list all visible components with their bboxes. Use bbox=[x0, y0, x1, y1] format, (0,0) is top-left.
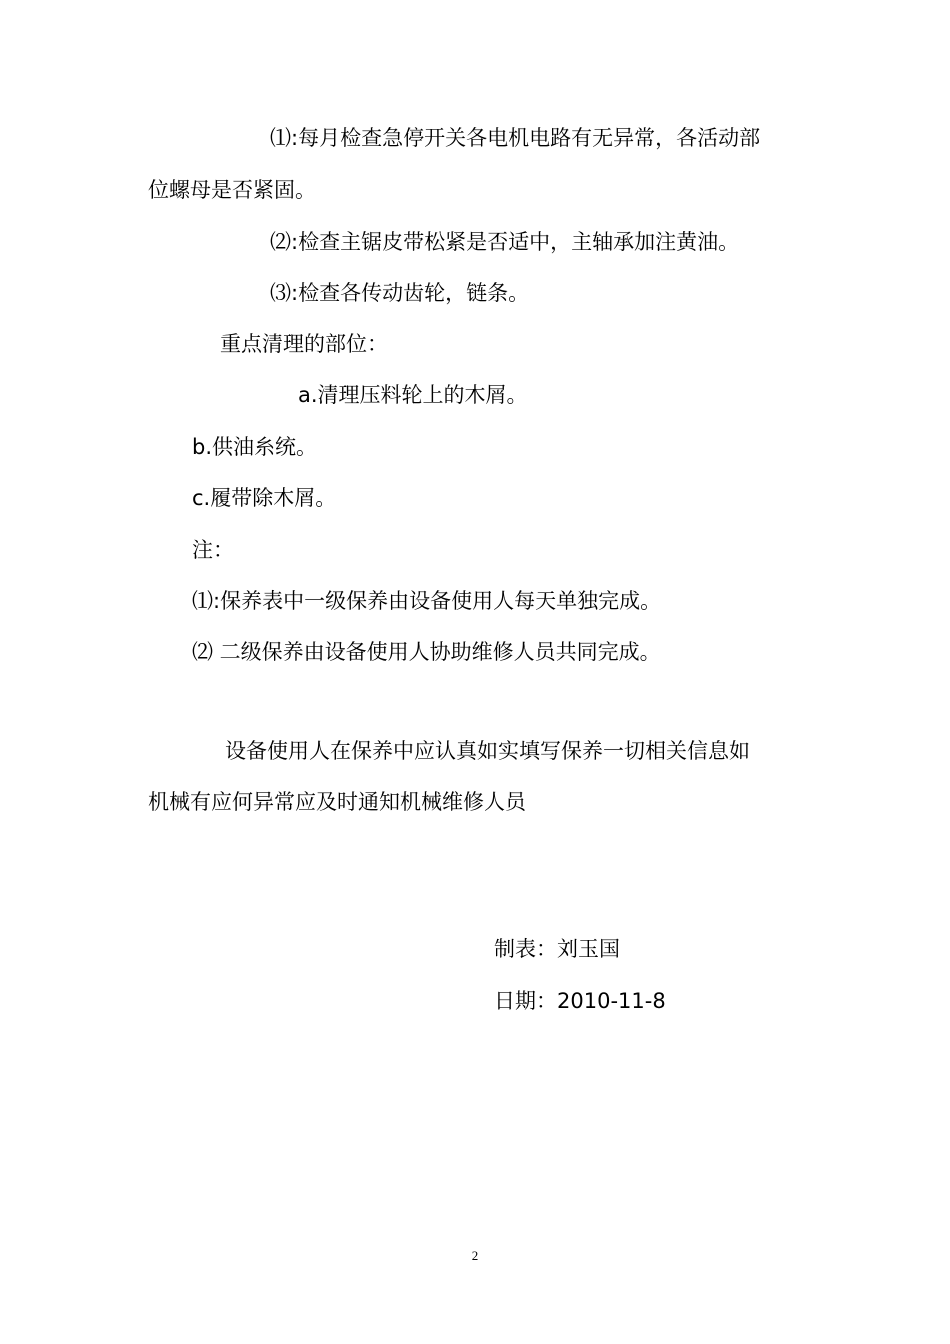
cleaning-item-b: b.供油糸统。 bbox=[192, 435, 318, 459]
note-1: ⑴:保养表中一级保养由设备使用人每天单独完成。 bbox=[192, 589, 662, 613]
page-number: 2 bbox=[471, 1248, 479, 1263]
date-line: 日期：2010-11-8 bbox=[494, 989, 666, 1013]
cleaning-item-c: c.履带除木屑。 bbox=[192, 486, 337, 510]
step1-line2: 位螺母是否紧固。 bbox=[148, 178, 316, 202]
cleaning-heading: 重点清理的部位： bbox=[220, 332, 388, 356]
reminder-line1: 设备使用人在保养中应认真如实填写保养一切相关信息如 bbox=[225, 739, 750, 763]
note-2: ⑵ 二级保养由设备使用人协助维修人员共同完成。 bbox=[192, 640, 661, 664]
step2-line: ⑵:检查主锯皮带松紧是否适中，主轴承加注黄油。 bbox=[270, 230, 740, 254]
cleaning-item-a: a.清理压料轮上的木屑。 bbox=[298, 383, 528, 407]
reminder-line2: 机械有应何异常应及时通知机械维修人员 bbox=[148, 790, 526, 814]
notes-heading: 注： bbox=[192, 538, 234, 562]
prepared-by: 制表：刘玉国 bbox=[494, 937, 620, 961]
step1-line1: ⑴:每月检查急停开关各电机电路有无异常，各活动部 bbox=[270, 126, 761, 150]
step3-line: ⑶:检查各传动齿轮，链条。 bbox=[270, 281, 530, 305]
